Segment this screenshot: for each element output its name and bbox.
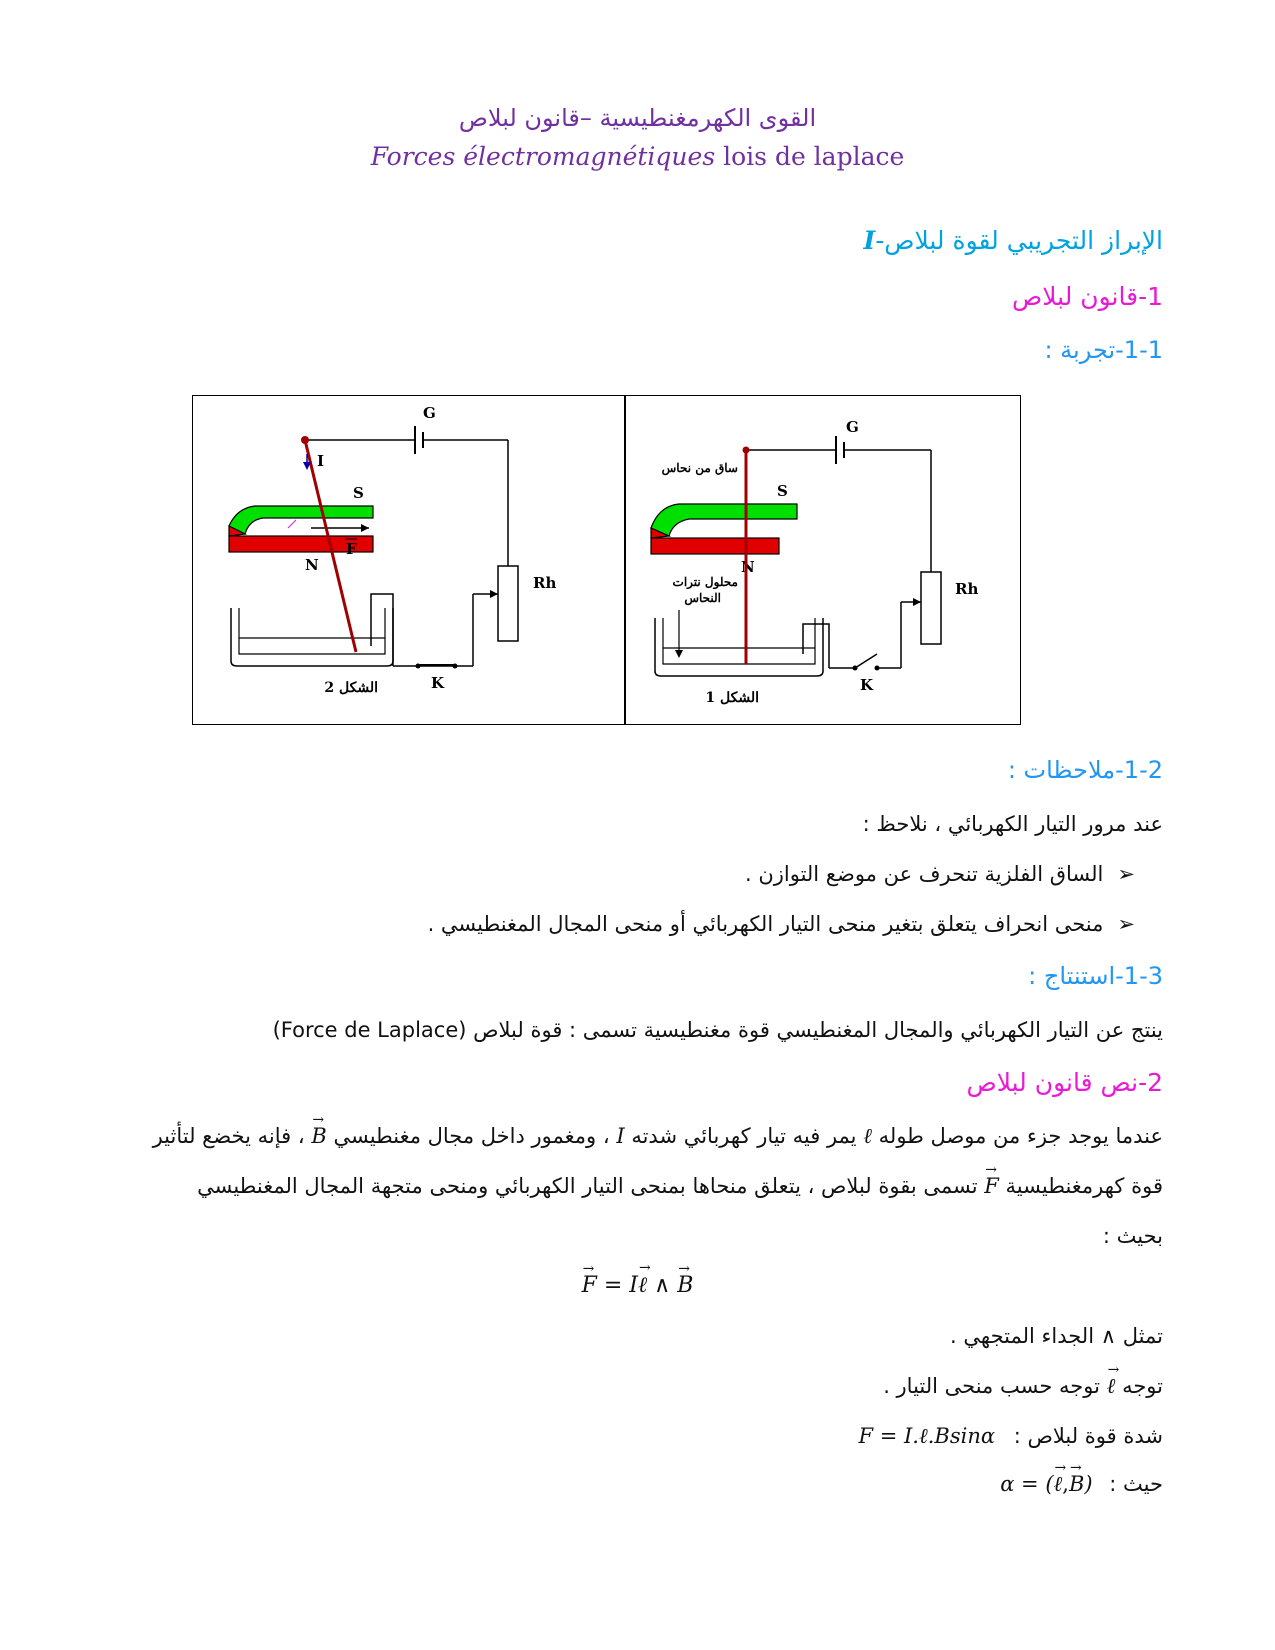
law-paragraph-line-2 bbox=[197, 1174, 1163, 1198]
angle-formula bbox=[1000, 1472, 1092, 1497]
formula-l: → ℓ bbox=[638, 1272, 647, 1298]
right-copper-rod-label: ساق من نحاس bbox=[661, 461, 738, 475]
angle-label: حيث : bbox=[1109, 1472, 1163, 1496]
angle-formula-b: ) bbox=[1084, 1472, 1093, 1496]
subsubsection-1-3-heading: 1-3-استنتاج : bbox=[1028, 962, 1163, 990]
right-label-G: G bbox=[846, 418, 859, 436]
observations-intro: عند مرور التيار الكهربائي ، نلاحظ : bbox=[862, 812, 1163, 836]
law-text-e: قوة كهرمغنطيسية bbox=[1005, 1174, 1163, 1198]
angle-l: → ℓ bbox=[1054, 1472, 1063, 1497]
formula-wedge: ∧ bbox=[647, 1273, 678, 1298]
formula-B: → B bbox=[677, 1273, 693, 1298]
symbol-length: ℓ bbox=[863, 1124, 872, 1148]
section-1-title: -الإبراز التجريبي لقوة لبلاص bbox=[875, 226, 1163, 255]
observation-bullet-1 bbox=[745, 862, 1135, 886]
experiment-figure bbox=[192, 395, 1021, 725]
formula-F: → F bbox=[582, 1273, 597, 1298]
right-label-S: S bbox=[777, 482, 788, 500]
formula-eq: = bbox=[596, 1273, 630, 1298]
left-rheostat bbox=[498, 566, 518, 641]
laplace-formula bbox=[0, 1272, 1275, 1298]
symbol-field-vector: → B bbox=[311, 1124, 326, 1148]
right-solution-label-1: محلول نترات bbox=[672, 575, 738, 589]
direction-note bbox=[883, 1374, 1163, 1399]
symbol-force-vector: → F bbox=[984, 1174, 999, 1198]
page-title-french bbox=[0, 142, 1275, 171]
right-solution-label-2: النحاس bbox=[684, 591, 721, 605]
left-label-K: K bbox=[431, 674, 445, 692]
section-1-numeral: I bbox=[863, 226, 876, 255]
magnitude-label: شدة قوة لبلاص : bbox=[1013, 1424, 1163, 1448]
direction-text-a: توجه bbox=[1122, 1374, 1163, 1398]
bullet-icon: ➢ bbox=[1117, 912, 1135, 936]
left-label-F: F bbox=[346, 540, 357, 558]
title-french-plain: lois de laplace bbox=[715, 142, 905, 171]
law-text-a: عندما يوجد جزء من موصل طوله bbox=[878, 1124, 1163, 1148]
right-label-N: N bbox=[741, 558, 755, 576]
symbol-current: I bbox=[616, 1124, 625, 1148]
subsubsection-1-2-heading: 1-2-ملاحظات : bbox=[1007, 756, 1163, 784]
left-label-N: N bbox=[305, 556, 319, 574]
right-label-K: K bbox=[860, 676, 874, 694]
left-panel bbox=[229, 404, 556, 696]
right-rheostat bbox=[921, 572, 941, 644]
title-french-italic: Forces électromagnétiques bbox=[370, 142, 716, 171]
angle-comma: , bbox=[1062, 1472, 1069, 1496]
law-text-b: يمر فيه تيار كهربائي شدته bbox=[631, 1124, 857, 1148]
right-magnet-south bbox=[651, 504, 797, 536]
law-paragraph-line-1 bbox=[153, 1124, 1163, 1149]
section-1-heading bbox=[863, 226, 1163, 255]
right-panel bbox=[651, 418, 978, 706]
left-label-Rh: Rh bbox=[533, 574, 557, 592]
subsection-1-heading: 1-قانون لبلاص bbox=[1012, 282, 1163, 311]
left-caption: الشكل 2 bbox=[324, 680, 378, 696]
subsection-2-heading: 2-نص قانون لبلاص bbox=[966, 1068, 1163, 1097]
right-label-Rh: Rh bbox=[955, 580, 979, 598]
law-text-d: ، فإنه يخضع لتأثير bbox=[152, 1124, 305, 1148]
angle-formula-a: α = ( bbox=[1000, 1472, 1054, 1496]
observation-text-2: منحى انحراف يتعلق بتغير منحى التيار الكهربائي أو منحى المجال المغنطيسي . bbox=[427, 912, 1104, 936]
magnitude-line bbox=[858, 1424, 1163, 1449]
law-paragraph-line-3: بحيث : bbox=[1102, 1224, 1163, 1248]
observation-text-1: الساق الفلزية تنحرف عن موضع التوازن . bbox=[744, 862, 1104, 886]
law-text-f: تسمى بقوة لبلاص ، يتعلق منحاها بمنحى التيار الكهربائي ومنحى متجهة المجال المغنطيسي bbox=[197, 1174, 978, 1198]
subsubsection-1-1-heading: 1-1-تجربة : bbox=[1044, 336, 1163, 364]
direction-text-b: توجه حسب منحى التيار . bbox=[883, 1374, 1100, 1398]
left-label-B: B bbox=[271, 521, 282, 536]
conclusion-text: ينتج عن التيار الكهربائي والمجال المغنطيسي قوة مغنطيسية تسمى : قوة لبلاص (Force de Laplace) bbox=[272, 1018, 1163, 1042]
left-magnet-south bbox=[229, 506, 373, 534]
wedge-note: تمثل ∧ الجداء المتجهي . bbox=[950, 1324, 1163, 1348]
observation-bullet-2 bbox=[428, 912, 1135, 936]
left-label-S: S bbox=[353, 484, 364, 502]
right-magnet-north bbox=[651, 538, 779, 554]
right-caption: الشكل 1 bbox=[705, 690, 759, 706]
page-title-arabic: القوى الكهرمغنطيسية –قانون لبلاص bbox=[458, 104, 817, 132]
direction-symbol: → ℓ bbox=[1107, 1374, 1116, 1399]
angle-line bbox=[1000, 1472, 1163, 1497]
left-label-I: I bbox=[317, 452, 325, 470]
figure-drawing bbox=[193, 396, 1020, 723]
left-label-G: G bbox=[423, 404, 436, 422]
magnitude-formula: F = I.ℓ.Bsinα bbox=[858, 1424, 996, 1448]
formula-I: I bbox=[629, 1273, 638, 1298]
law-text-c: ، ومغمور داخل مجال مغنطيسي bbox=[333, 1124, 610, 1148]
angle-B: → B bbox=[1069, 1472, 1084, 1496]
bullet-icon: ➢ bbox=[1117, 862, 1135, 886]
